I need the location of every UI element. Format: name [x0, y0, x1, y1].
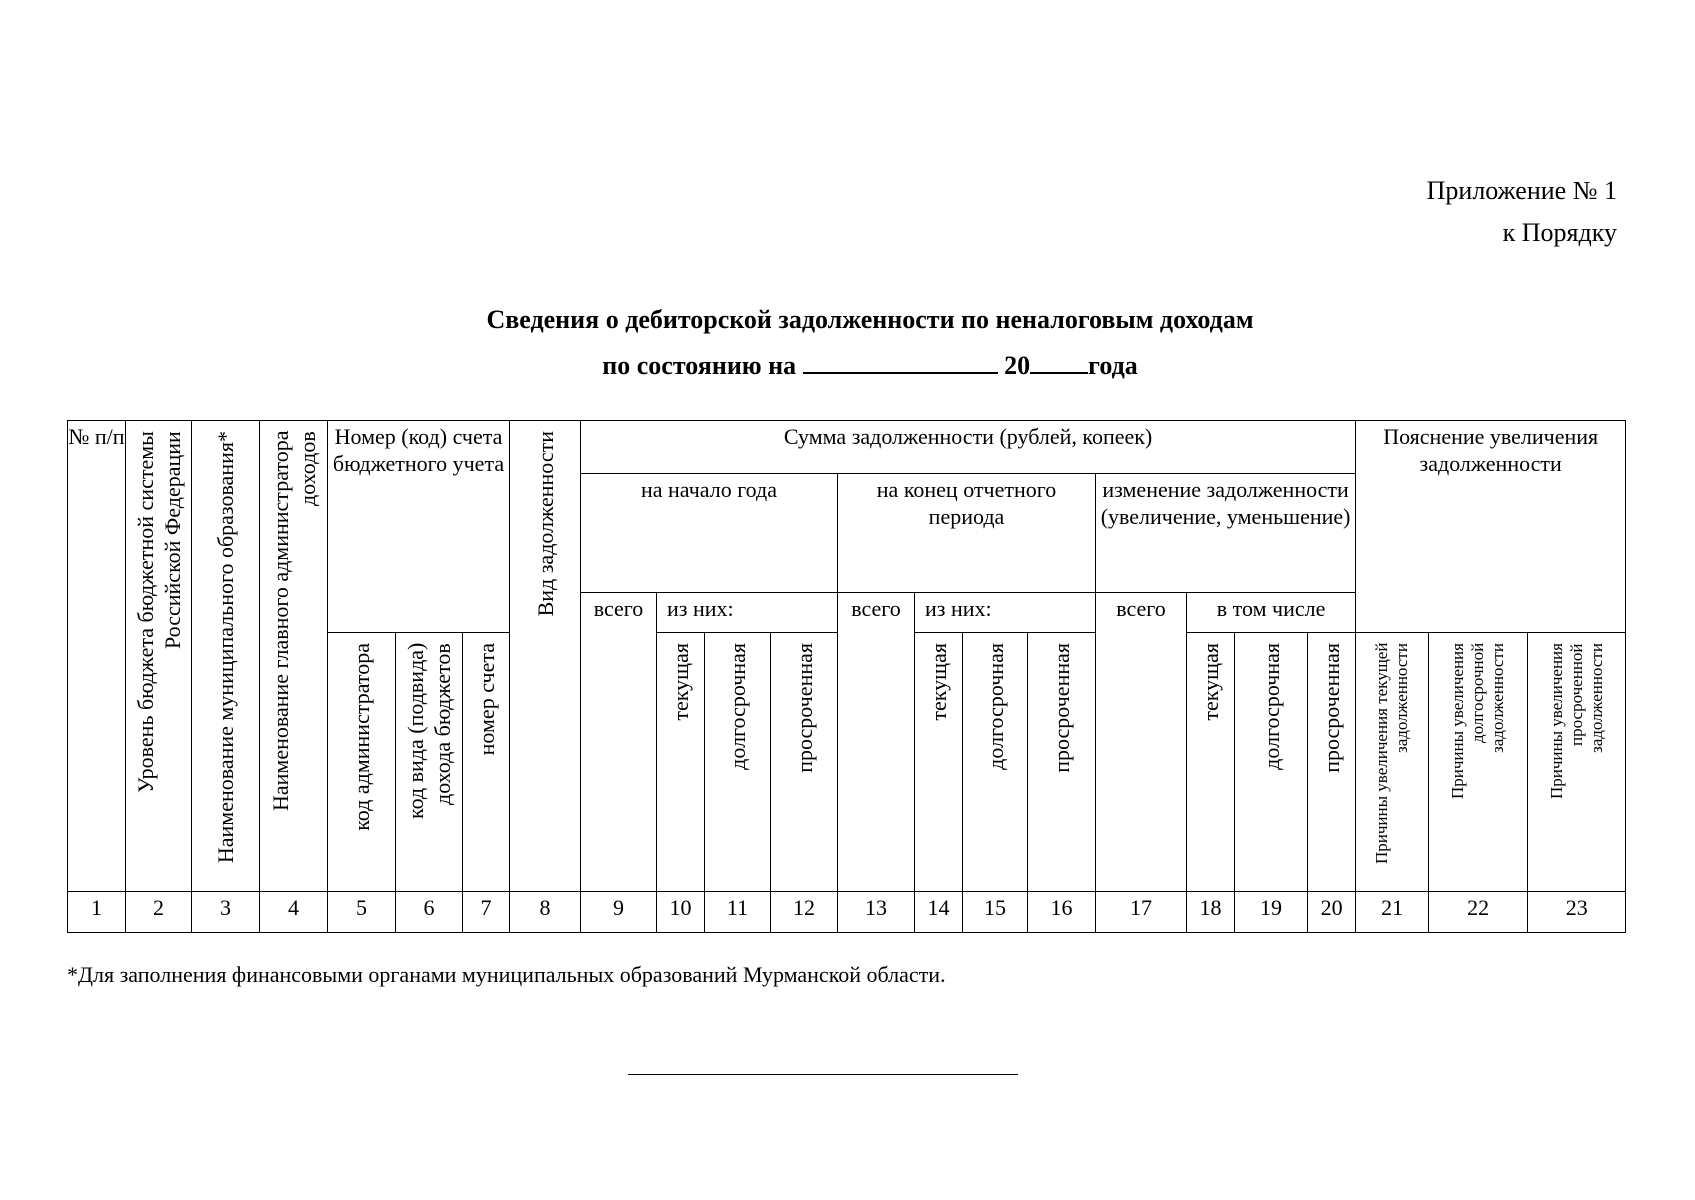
header-change-total: всего — [1096, 593, 1187, 892]
date-prefix: по состоянию на — [602, 351, 797, 380]
year-prefix: 20 — [1004, 351, 1031, 380]
header-budget-level: Уровень бюджета бюджетной системы Российской Федерации — [126, 421, 192, 892]
column-number: 6 — [396, 892, 463, 933]
header-start-total: всего — [581, 593, 657, 892]
header-account-number-sub: номер счета — [463, 633, 510, 892]
header-explanation: Пояснение увеличения задолженности — [1356, 421, 1626, 633]
header-account-admin-code: код администратора — [328, 633, 396, 892]
column-number: 4 — [260, 892, 328, 933]
date-blank[interactable] — [803, 348, 998, 374]
column-number: 8 — [510, 892, 581, 933]
column-number: 10 — [657, 892, 705, 933]
column-number: 23 — [1528, 892, 1626, 933]
header-end-longterm: долгосрочная — [963, 633, 1028, 892]
header-debt-sum: Сумма задолженности (рублей, копеек) — [581, 421, 1356, 474]
column-number: 20 — [1308, 892, 1356, 933]
header-change-current: текущая — [1187, 633, 1235, 892]
column-number: 18 — [1187, 892, 1235, 933]
column-number: 15 — [963, 892, 1028, 933]
debt-report-table — [67, 420, 1626, 933]
header-end-total: всего — [838, 593, 915, 892]
end-divider-line — [628, 1074, 1018, 1075]
column-number: 5 — [328, 892, 396, 933]
header-reason-current: Причины увеличения текущей задолженности — [1356, 633, 1429, 892]
header-end-of-them: из них: — [915, 593, 1096, 633]
column-number: 11 — [705, 892, 771, 933]
header-end-of-period: на конец отчетного периода — [838, 474, 1096, 593]
header-start-overdue: просроченная — [771, 633, 838, 892]
header-debt-change: изменение задолженности (увеличение, уменьшение) — [1096, 474, 1356, 593]
column-number: 12 — [771, 892, 838, 933]
column-number: 3 — [192, 892, 260, 933]
header-end-overdue: просроченная — [1028, 633, 1096, 892]
header-account-number: Номер (код) счета бюджетного учета — [328, 421, 510, 633]
footnote: *Для заполнения финансовыми органами муниципальных образований Мурманской области. — [67, 962, 946, 987]
header-reason-overdue: Причины увеличения просроченной задолженности — [1528, 633, 1626, 892]
header-start-of-year: на начало года — [581, 474, 838, 593]
header-reason-longterm: Причины увеличения долгосрочной задолженности — [1429, 633, 1528, 892]
column-number: 1 — [68, 892, 126, 933]
header-change-including: в том числе — [1187, 593, 1356, 633]
header-start-longterm: долгосрочная — [705, 633, 771, 892]
column-number: 13 — [838, 892, 915, 933]
column-number: 7 — [463, 892, 510, 933]
column-number: 14 — [915, 892, 963, 933]
header-municipality: Наименование муниципального образования* — [192, 421, 260, 892]
header-start-current: текущая — [657, 633, 705, 892]
column-number: 9 — [581, 892, 657, 933]
document-date-line — [0, 348, 1695, 381]
year-blank[interactable] — [1030, 348, 1088, 374]
column-number: 16 — [1028, 892, 1096, 933]
header-account-income-kind: код вида (подвида) дохода бюджетов — [396, 633, 463, 892]
header-row-number: № п/п — [68, 421, 126, 892]
column-number: 2 — [126, 892, 192, 933]
column-number: 21 — [1356, 892, 1429, 933]
column-number: 17 — [1096, 892, 1187, 933]
header-end-current: текущая — [915, 633, 963, 892]
header-start-of-them: из них: — [657, 593, 838, 633]
appendix-number: Приложение № 1 — [1426, 176, 1617, 205]
date-suffix: года — [1088, 351, 1138, 380]
document-title: Сведения о дебиторской задолженности по неналоговым доходам — [486, 305, 1254, 334]
column-number: 19 — [1235, 892, 1308, 933]
appendix-reference: к Порядку — [1502, 218, 1617, 247]
column-number: 22 — [1429, 892, 1528, 933]
header-chief-administrator: Наименование главного администратора доходов — [260, 421, 328, 892]
header-change-overdue: просроченная — [1308, 633, 1356, 892]
header-debt-type: Вид задолженности — [510, 421, 581, 892]
header-change-longterm: долгосрочная — [1235, 633, 1308, 892]
